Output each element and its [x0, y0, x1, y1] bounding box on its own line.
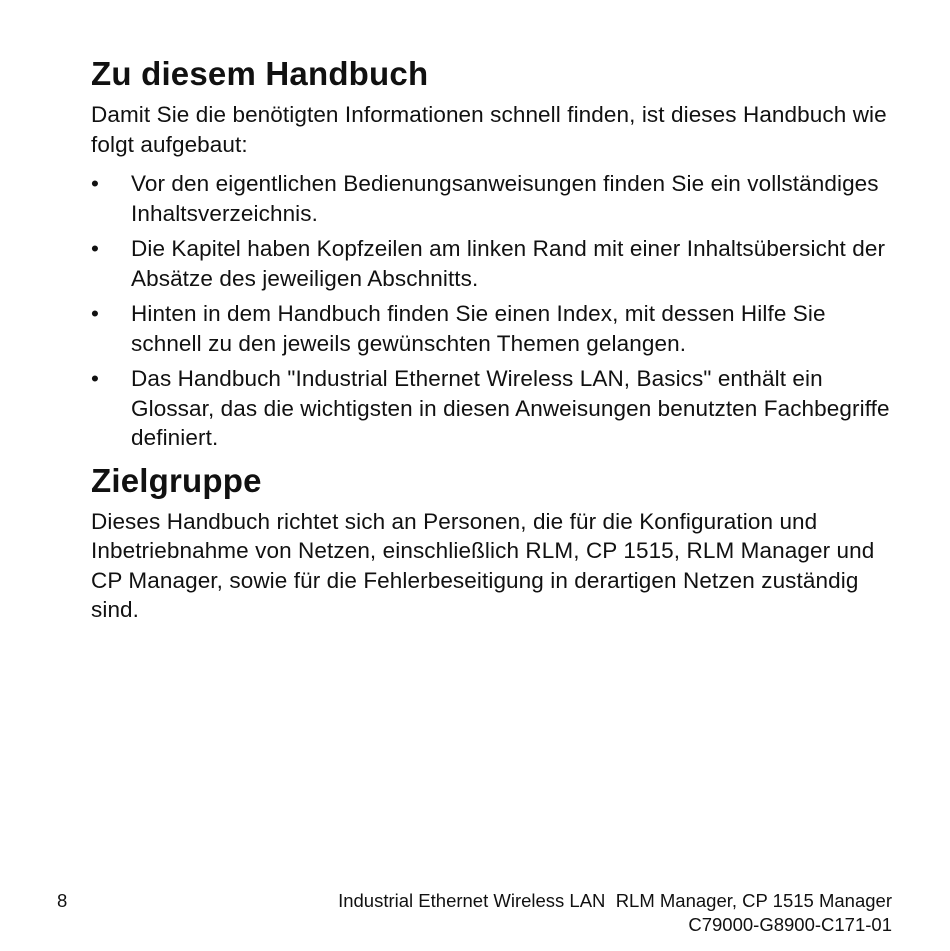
page-number: 8 — [57, 890, 68, 911]
target-group-body: Dieses Handbuch richtet sich an Personen, die für die Konfiguration und Inbetriebnahme von Netzen, einschließlich RLM, CP 1515, RLM Manager und CP Manager, sowie für die Fehlerbeseitigung in derartigen Netzen zuständig sind. — [91, 508, 875, 622]
bullet-symbol: • — [91, 236, 99, 261]
list-item-text: Das Handbuch "Industrial Ethernet Wireless LAN, Basics" enthält ein Glossar, das die wichtigsten in diesen Anweisungen benutzten Fachbegriffe definiert. — [131, 366, 890, 450]
bullet-symbol: • — [91, 301, 99, 326]
footer-title: Industrial Ethernet Wireless LAN RLM Manager, CP 1515 Manager — [338, 890, 892, 911]
list-item-text: Die Kapitel haben Kopfzeilen am linken Rand mit einer Inhaltsübersicht der Absätze des jeweiligen Abschnitts. — [131, 236, 886, 291]
about-manual-bullet-list — [91, 169, 901, 453]
list-item — [91, 234, 901, 293]
bullet-symbol: • — [91, 366, 99, 391]
list-item — [91, 364, 901, 453]
list-item-text: Hinten in dem Handbuch finden Sie einen Index, mit dessen Hilfe Sie schnell zu den jeweils gewünschten Themen gelangen. — [131, 301, 826, 356]
heading-target-group: Zielgruppe — [91, 461, 262, 499]
list-item-text: Vor den eigentlichen Bedienungsanweisungen finden Sie ein vollständiges Inhaltsverzeichnis. — [131, 171, 879, 226]
footer-document-info — [338, 889, 892, 937]
list-item — [91, 299, 901, 358]
page-content — [91, 52, 901, 635]
list-item — [91, 169, 901, 228]
footer-doc-number: C79000-G8900-C171-01 — [688, 914, 892, 935]
about-manual-intro: Damit Sie die benötigten Informationen schnell finden, ist dieses Handbuch wie folgt aufgebaut: — [91, 102, 887, 157]
bullet-symbol: • — [91, 171, 99, 196]
heading-about-manual: Zu diesem Handbuch — [91, 55, 429, 92]
